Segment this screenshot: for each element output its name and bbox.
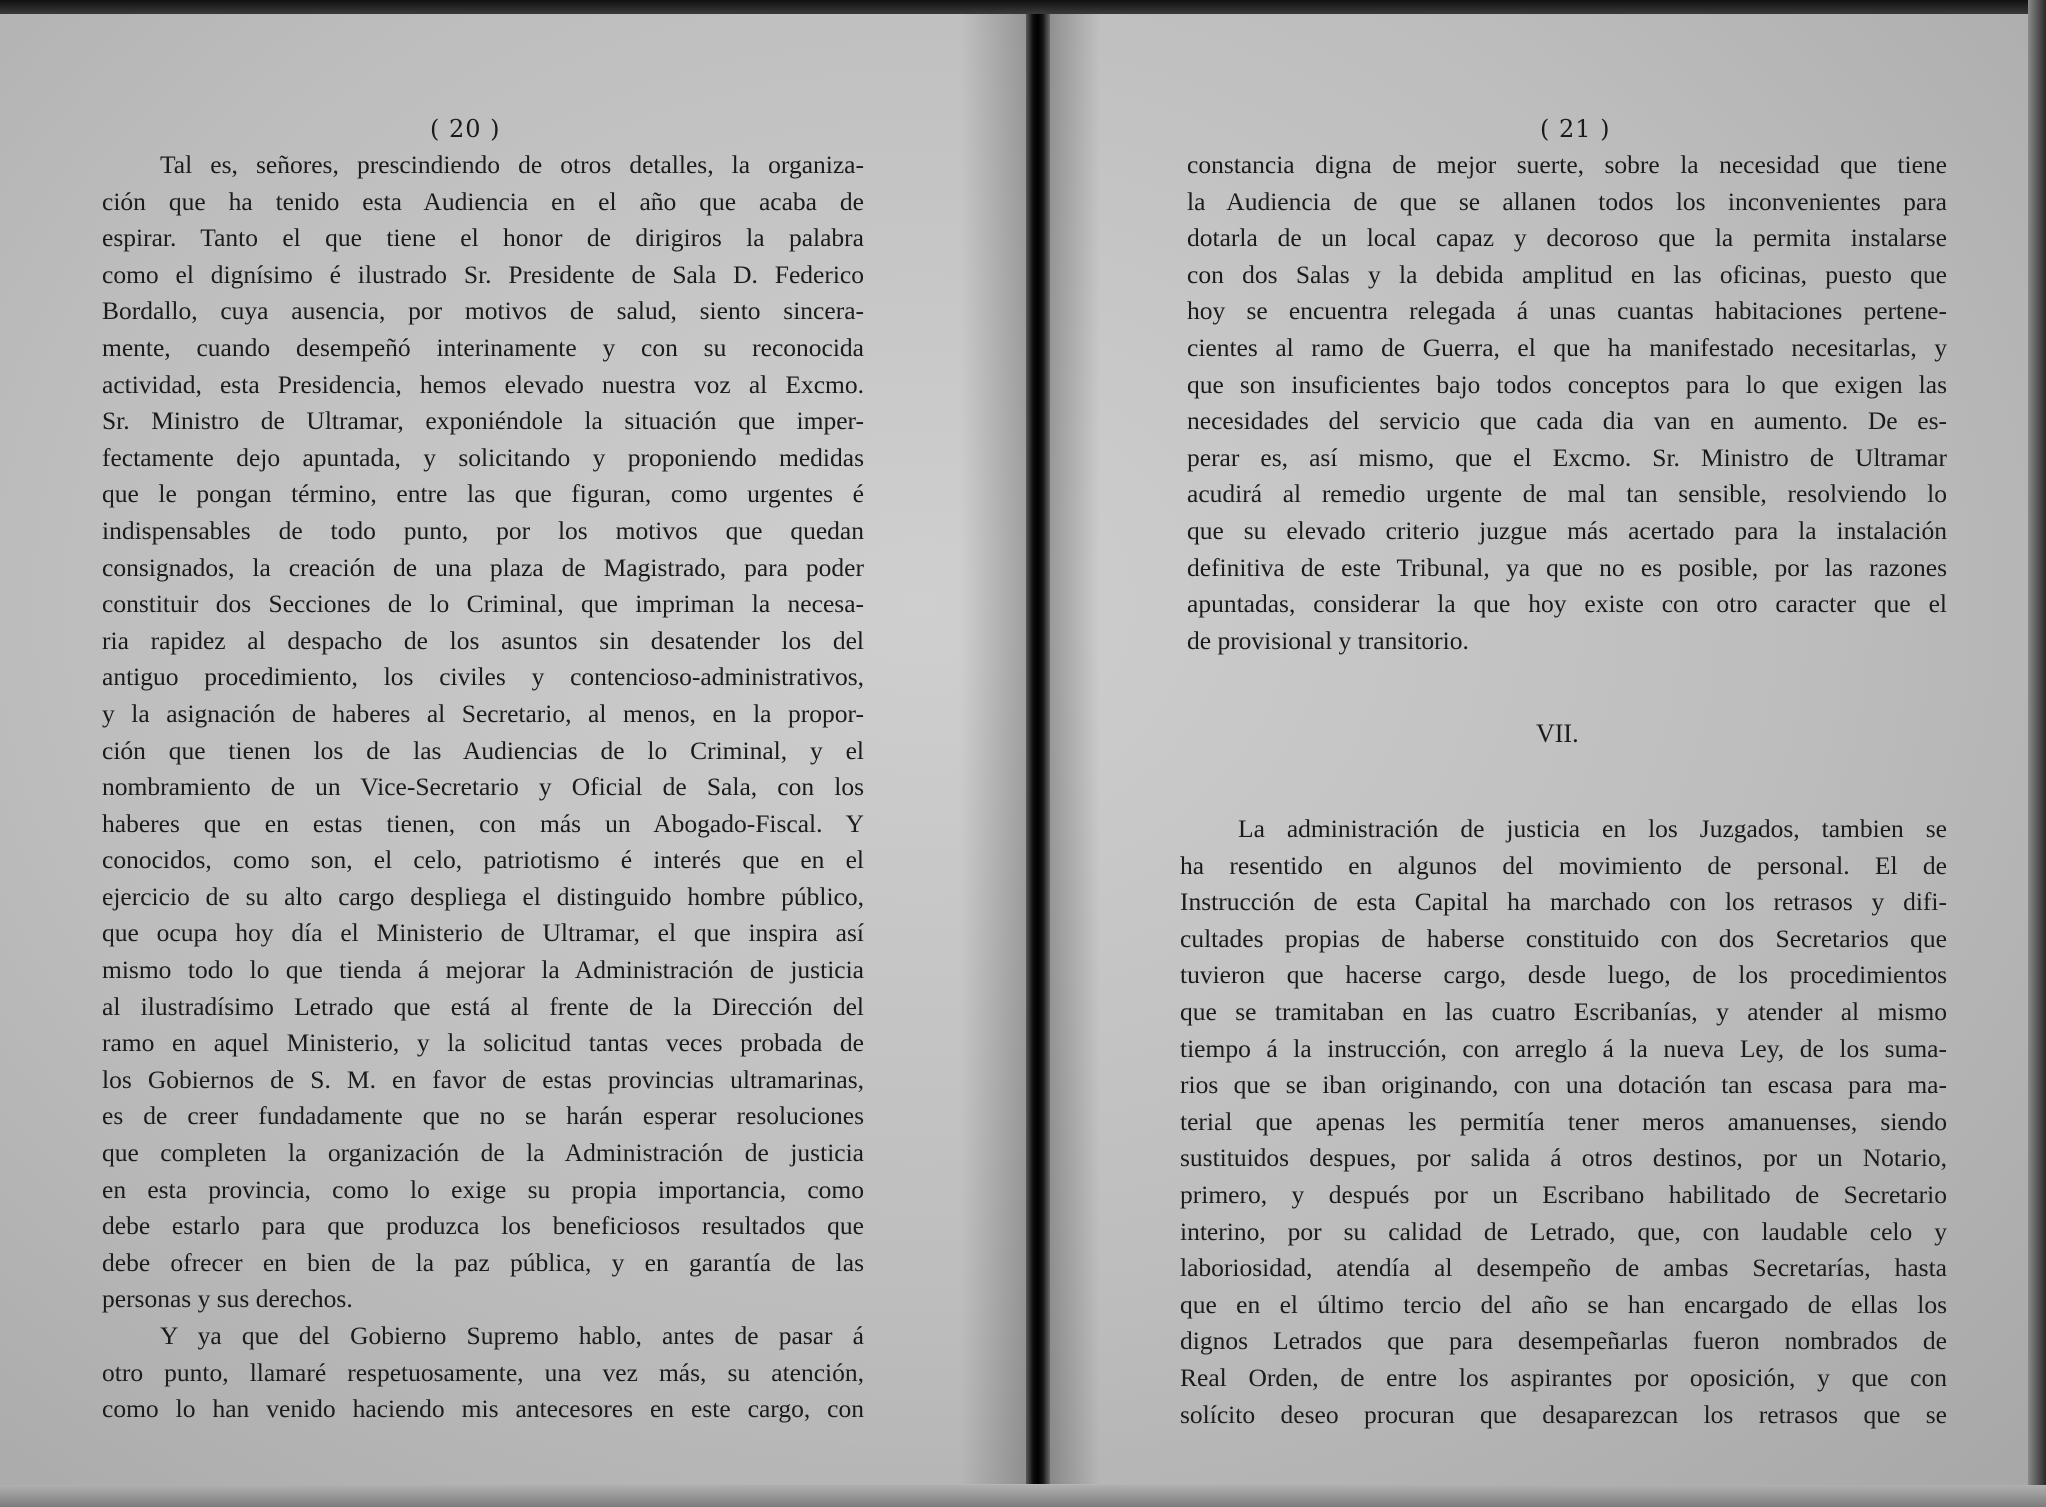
text-line: dignos Letrados que para desempeñarlas fueron nombrados de — [1180, 1326, 1947, 1356]
text-line: haberes que en estas tienen, con más un Abogado-Fiscal. Y — [102, 808, 864, 838]
text-line: ejercicio de su alto cargo despliega el distinguido hombre público, — [102, 881, 864, 911]
text-line: cientes al ramo de Guerra, el que ha manifestado necesitarlas, y — [1187, 332, 1947, 362]
text-line: tuvieron que hacerse cargo, desde luego, de los procedimientos — [1180, 960, 1947, 990]
text-line: interino, por su calidad de Letrado, que, con laudable celo y — [1180, 1216, 1947, 1246]
text-line: Bordallo, cuya ausencia, por motivos de salud, siento sincera- — [102, 296, 864, 326]
text-line: consignados, la creación de una plaza de Magistrado, para poder — [102, 552, 864, 582]
text-line: ramo en aquel Ministerio, y la solicitud tantas veces probada de — [102, 1028, 864, 1058]
text-line: como lo han venido haciendo mis antecesores en este cargo, con — [102, 1394, 864, 1424]
text-line: apuntadas, considerar la que hoy existe con otro caracter que el — [1187, 589, 1947, 619]
text-line: Real Orden, de entre los aspirantes por oposición, y que con — [1180, 1362, 1947, 1392]
page-number-right: ( 21 ) — [1540, 115, 1611, 143]
text-line: fectamente dejo apuntada, y solicitando y proponiendo medidas — [102, 442, 864, 472]
text-line: hoy se encuentra relegada á unas cuantas habitaciones pertene- — [1187, 296, 1947, 326]
text-line: Tal es, señores, prescindiendo de otros detalles, la organiza- — [160, 150, 864, 179]
text-line: al ilustradísimo Letrado que está al frente de la Dirección del — [102, 991, 864, 1021]
text-line: debe ofrecer en bien de la paz pública, y en garantía de las — [102, 1247, 864, 1277]
text-line: otro punto, llamaré respetuosamente, una vez más, su atención, — [102, 1357, 864, 1387]
text-line: Y ya que del Gobierno Supremo hablo, antes de pasar á — [160, 1321, 864, 1350]
text-line: constituir dos Secciones de lo Criminal, que impriman la necesa- — [102, 589, 864, 619]
text-line: los Gobiernos de S. M. en favor de estas provincias ultramarinas, — [102, 1064, 864, 1094]
text-line: tiempo á la instrucción, con arreglo á la nueva Ley, de los suma- — [1180, 1033, 1947, 1063]
text-line: de provisional y transitorio. — [1187, 625, 1469, 655]
text-line: la Audiencia de que se allanen todos los inconvenientes para — [1187, 186, 1947, 216]
left-page-text — [102, 147, 864, 1428]
text-line: nombramiento de un Vice-Secretario y Oficial de Sala, con los — [102, 772, 864, 802]
text-line: definitiva de este Tribunal, ya que no es posible, por las razones — [1187, 552, 1947, 582]
text-line: sustituidos despues, por salida á otros destinos, por un Notario, — [1180, 1143, 1947, 1173]
text-line: que se tramitaban en las cuatro Escribanías, y atender al mismo — [1180, 996, 1947, 1026]
right-page-text-bottom — [1180, 811, 1947, 1433]
text-line: con dos Salas y la debida amplitud en las oficinas, puesto que — [1187, 259, 1947, 289]
text-line: rios que se iban originando, con una dotación tan escasa para ma- — [1180, 1070, 1947, 1100]
text-line: mismo todo lo que tienda á mejorar la Administración de justicia — [102, 955, 864, 985]
page-number-left: ( 20 ) — [430, 115, 501, 143]
text-line: Sr. Ministro de Ultramar, exponiéndole la situación que imper- — [102, 406, 864, 436]
text-line: constancia digna de mejor suerte, sobre la necesidad que tiene — [1187, 150, 1947, 179]
text-line: solícito deseo procuran que desaparezcan los retrasos que se — [1180, 1399, 1947, 1429]
gutter-shadow-right — [1050, 14, 1100, 1484]
text-line: ción que ha tenido esta Audiencia en el año que acaba de — [102, 186, 864, 216]
text-line: cultades propias de haberse constituido con dos Secretarios que — [1180, 923, 1947, 953]
text-line: que completen la organización de la Administración de justicia — [102, 1138, 864, 1168]
gutter-shadow-left — [960, 14, 1026, 1484]
text-line: ción que tienen los de las Audiencias de lo Criminal, y el — [102, 735, 864, 765]
right-page-text-top — [1187, 147, 1947, 659]
text-line: Instrucción de esta Capital ha marchado con los retrasos y difi- — [1180, 887, 1947, 917]
text-line: acudirá al remedio urgente de mal tan sensible, resolviendo lo — [1187, 479, 1947, 509]
text-line: que su elevado criterio juzgue más acertado para la instalación — [1187, 515, 1947, 545]
text-line: es de creer fundadamente que no se harán esperar resoluciones — [102, 1101, 864, 1131]
text-line: y la asignación de haberes al Secretario, al menos, en la propor- — [102, 698, 864, 728]
section-heading: VII. — [1536, 719, 1579, 748]
text-line: personas y sus derechos. — [102, 1284, 353, 1314]
text-line: que ocupa hoy día el Ministerio de Ultramar, el que inspira así — [102, 918, 864, 948]
text-line: conocidos, como son, el celo, patriotismo é interés que en el — [102, 845, 864, 875]
text-line: en esta provincia, como lo exige su propia importancia, como — [102, 1174, 864, 1204]
text-line: debe estarlo para que produzca los beneficiosos resultados que — [102, 1211, 864, 1241]
text-line: indispensables de todo punto, por los motivos que quedan — [102, 515, 864, 545]
text-line: perar es, así mismo, que el Excmo. Sr. Ministro de Ultramar — [1187, 442, 1947, 472]
text-line: dotarla de un local capaz y decoroso que la permita instalarse — [1187, 223, 1947, 253]
text-line: que en el último tercio del año se han encargado de ellas los — [1180, 1289, 1947, 1319]
text-line: primero, y después por un Escribano habilitado de Secretario — [1180, 1179, 1947, 1209]
text-line: ha resentido en algunos del movimiento de personal. El de — [1180, 850, 1947, 880]
book-gutter — [1026, 14, 1050, 1484]
text-line: actividad, esta Presidencia, hemos elevado nuestra voz al Excmo. — [102, 369, 864, 399]
text-line: terial que apenas les permitía tener meros amanuenses, siendo — [1180, 1106, 1947, 1136]
text-line: que son insuficientes bajo todos conceptos para lo que exigen las — [1187, 369, 1947, 399]
text-line: espirar. Tanto el que tiene el honor de dirigiros la palabra — [102, 223, 864, 253]
text-line: necesidades del servicio que cada dia van en aumento. De es- — [1187, 406, 1947, 436]
text-line: laboriosidad, atendía al desempeño de ambas Secretarías, hasta — [1180, 1253, 1947, 1283]
text-line: mente, cuando desempeñó interinamente y con su reconocida — [102, 332, 864, 362]
text-line: como el dignísimo é ilustrado Sr. Presidente de Sala D. Federico — [102, 259, 864, 289]
text-line: La administración de justicia en los Juzgados, tambien se — [1238, 814, 1947, 843]
text-line: antiguo procedimiento, los civiles y contencioso-administrativos, — [102, 662, 864, 692]
text-line: ria rapidez al despacho de los asuntos sin desatender los del — [102, 625, 864, 655]
text-line: que le pongan término, entre las que figuran, como urgentes é — [102, 479, 864, 509]
